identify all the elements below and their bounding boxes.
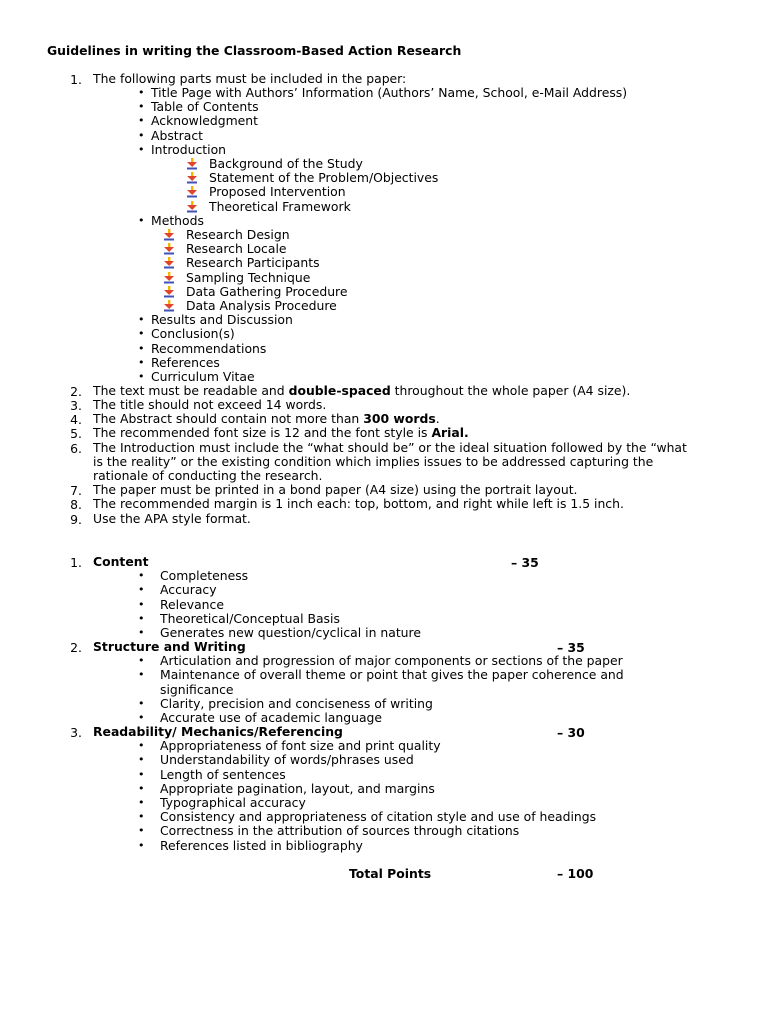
criterion-item: Generates new question/cyclical in nature <box>160 625 421 640</box>
list-item: References <box>151 354 220 370</box>
list-item: Table of Contents <box>151 99 259 115</box>
bold-text: Arial. <box>431 425 469 440</box>
criterion-number: 3. <box>70 725 82 740</box>
criterion-points: – 30 <box>557 725 585 740</box>
criterion-points: – 35 <box>557 640 585 655</box>
bullet-icon: • <box>138 739 145 753</box>
sub-list-item: Data Analysis Procedure <box>186 298 337 313</box>
item-number: 8. <box>70 497 82 512</box>
list-item: Recommendations <box>151 340 267 356</box>
criterion-item: Appropriateness of font size and print quality <box>160 738 441 754</box>
bullet-icon: • <box>138 142 145 156</box>
bullet-icon: • <box>138 100 145 114</box>
bullet-icon: • <box>138 838 145 852</box>
bullet-icon: • <box>138 668 145 682</box>
item-number: 7. <box>70 483 82 498</box>
bullet-icon: • <box>138 313 145 327</box>
bullet-icon: • <box>138 114 145 128</box>
down-arrow-bullet-icon <box>163 272 175 284</box>
item-number: 3. <box>70 398 82 413</box>
criterion-item: References listed in bibliography <box>160 837 363 853</box>
criterion-item: Appropriate pagination, layout, and margins <box>160 780 435 796</box>
text-run: The Abstract should contain not more than <box>93 411 364 426</box>
list-item: Conclusion(s) <box>151 326 235 342</box>
item-text: Use the APA style format. <box>93 511 251 526</box>
bold-text: double-spaced <box>288 383 391 398</box>
item-number: 4. <box>70 412 82 427</box>
sub-list-item: Research Design <box>186 227 290 242</box>
criterion-number: 2. <box>70 640 82 655</box>
item-number: 6. <box>70 441 82 456</box>
bullet-icon: • <box>138 626 145 639</box>
down-arrow-bullet-icon <box>163 286 175 298</box>
bullet-icon: • <box>138 213 145 227</box>
down-arrow-bullet-icon <box>186 172 198 184</box>
list-item: Acknowledgment <box>151 113 259 129</box>
sub-list-item: Data Gathering Procedure <box>186 283 348 299</box>
sub-list-item: Theoretical Framework <box>209 198 351 214</box>
list-item: Title Page with Authors’ Information (Authors’ Name, School, e-Mail Address) <box>151 85 628 100</box>
down-arrow-bullet-icon <box>163 257 175 269</box>
item-text: The paper must be printed in a bond paper (A4 size) using the portrait layout. <box>93 482 578 497</box>
item-text-line: rationale of conducting the research. <box>93 468 323 483</box>
bullet-icon: • <box>138 753 145 767</box>
item-text <box>93 426 469 440</box>
sub-list-item: Research Participants <box>186 255 320 271</box>
down-arrow-bullet-icon <box>163 300 175 312</box>
criterion-item: Maintenance of overall theme or point that gives the paper coherence and <box>160 667 624 683</box>
bullet-icon: • <box>138 327 145 341</box>
down-arrow-bullet-icon <box>163 229 175 241</box>
sub-list-item: Background of the Study <box>209 156 363 171</box>
bullet-icon: • <box>138 597 145 611</box>
bullet-icon: • <box>138 796 145 809</box>
item-text <box>93 412 440 426</box>
text-run: . <box>435 411 440 426</box>
bullet-icon: • <box>138 128 145 142</box>
bullet-icon: • <box>138 696 145 710</box>
bullet-icon: • <box>138 370 145 383</box>
bold-text: 300 words <box>363 411 436 426</box>
bullet-icon: • <box>138 583 145 597</box>
item-text-line: is the reality” or the existing condition which implies issues to be addressed capturing the <box>93 454 654 469</box>
bullet-icon: • <box>138 355 145 369</box>
criterion-points: – 35 <box>511 555 539 570</box>
item-number: 9. <box>70 512 82 527</box>
item-number: 1. <box>70 72 82 87</box>
list-item: Introduction <box>151 141 227 157</box>
bullet-icon: • <box>138 767 145 781</box>
criterion-item: Theoretical/Conceptual Basis <box>160 610 340 626</box>
bullet-icon: • <box>138 711 145 724</box>
list-item: Methods <box>151 212 204 228</box>
down-arrow-bullet-icon <box>186 158 198 170</box>
item-text <box>93 384 630 398</box>
item-text: The title should not exceed 14 words. <box>93 397 327 412</box>
bullet-icon: • <box>138 86 145 99</box>
down-arrow-bullet-icon <box>186 186 198 198</box>
down-arrow-bullet-icon <box>163 243 175 255</box>
criterion-item: Accurate use of academic language <box>160 710 383 725</box>
criterion-item: Completeness <box>160 568 249 584</box>
text-run: The recommended font size is 12 and the font style is <box>93 425 432 440</box>
list-item: Abstract <box>151 127 204 143</box>
list-item: Curriculum Vitae <box>151 369 255 384</box>
bullet-icon: • <box>138 810 145 824</box>
item-number: 5. <box>70 426 82 441</box>
sub-list-item: Proposed Intervention <box>209 184 346 200</box>
bullet-icon: • <box>138 654 145 668</box>
criterion-item: Understandability of words/phrases used <box>160 752 414 768</box>
total-points: – 100 <box>557 866 594 881</box>
criterion-label: Structure and Writing <box>93 639 246 654</box>
criterion-item: Typographical accuracy <box>160 795 306 810</box>
bullet-icon: • <box>138 569 145 583</box>
criterion-label: Readability/ Mechanics/Referencing <box>93 724 343 739</box>
sub-list-item: Research Locale <box>186 241 287 257</box>
item-text-line: The Introduction must include the “what should be” or the ideal situation followed by the “what <box>93 440 687 455</box>
down-arrow-bullet-icon <box>186 201 198 213</box>
bullet-icon: • <box>138 341 145 355</box>
criterion-item: significance <box>160 681 234 697</box>
criterion-item: Correctness in the attribution of sources through citations <box>160 823 520 839</box>
sub-list-item: Sampling Technique <box>186 269 311 285</box>
criterion-label: Content <box>93 554 149 569</box>
total-label: Total Points <box>349 866 432 881</box>
bullet-icon: • <box>138 824 145 838</box>
criterion-item: Clarity, precision and conciseness of writing <box>160 695 433 711</box>
text-run: throughout the whole paper (A4 size). <box>390 383 631 398</box>
criterion-item: Articulation and progression of major components or sections of the paper <box>160 653 623 669</box>
list-item: Results and Discussion <box>151 312 293 328</box>
criterion-number: 1. <box>70 555 82 570</box>
item-text: The recommended margin is 1 inch each: top, bottom, and right while left is 1.5 inch. <box>93 496 624 511</box>
text-run: The text must be readable and <box>93 383 289 398</box>
bullet-icon: • <box>138 781 145 795</box>
page-title: Guidelines in writing the Classroom-Based Action Research <box>47 43 462 58</box>
criterion-item: Length of sentences <box>160 766 286 782</box>
item-number: 2. <box>70 384 82 399</box>
item-text: The following parts must be included in the paper: <box>93 71 407 86</box>
criterion-item: Accuracy <box>160 582 217 598</box>
bullet-icon: • <box>138 611 145 625</box>
criterion-item: Relevance <box>160 596 224 612</box>
sub-list-item: Statement of the Problem/Objectives <box>209 170 439 186</box>
criterion-item: Consistency and appropriateness of citation style and use of headings <box>160 809 597 825</box>
